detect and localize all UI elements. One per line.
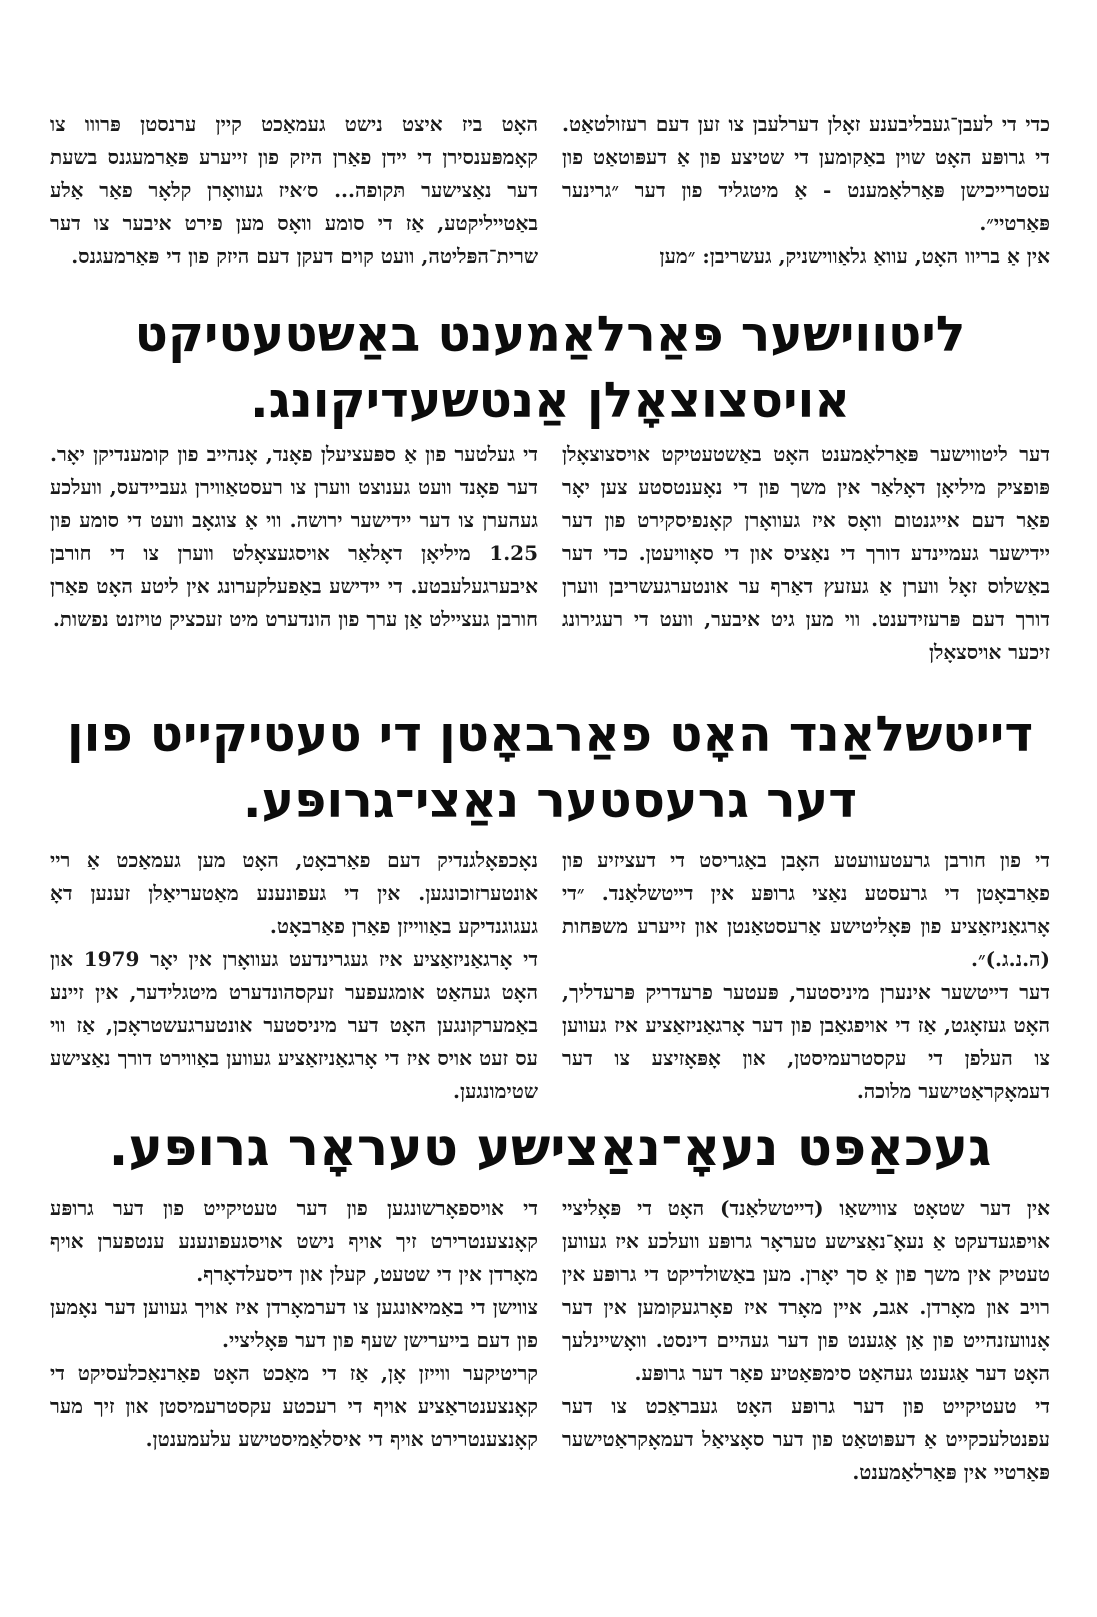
- paragraph: די אויספאָרשונגען פון דער טעטיקייט פון דער גרופּע קאָנצענטרירט זיך אויף נישט אויסגעפונענע ענטפערן אויף מאָרדן אין די שטעט, קעלן און דיסעלדאָרף.: [50, 1196, 538, 1286]
- headline-neo-nazi-group: געכאַפּט נעאָ־נאַצישע טעראָר גרופּע.: [108, 1118, 992, 1178]
- paragraph: כדי די לעבן־געבליבענע זאָלן דערלעבן צו זען דעם רעזולטאַט. די גרופּע האָט שוין באַקומען די שטיצע פון אַ דעפּוטאַט פון עסטרייכישן פּאַרלאַמענט - אַ מיטגליד פון דער ״גרינער פּאַרטיי״.: [562, 112, 1050, 235]
- paragraph: דער ליטווישער פּאַרלאַמענט האָט באַשטעטיקט אויסצוצאָלן פּופציק מיליאָן דאָלאַר אין משך פון די נאָענטסטע צען יאָר פאַר דעם אייגנטום וואָס איז געוואָרן קאָנפיסקירט פון דער יידישער געמיינדע דורך די נאַציס און די סאָוויעטן. כדי דער באַשלוס זאָל ווערן אַ געזעץ דאַרף ער אונטערגעשריבן ווערן דורך דעם פּרעזידענט. ווי מען גיט איבער, וועט די רעגירונג זיכער אויסצאָלן: [562, 442, 1050, 664]
- paragraph: האָט ביז איצט נישט געמאַכט קיין ערנסטן פּרווו צו קאָמפּענסירן די יידן פאַרן היזק פון זייערע פּאַרמעגנס בשעת דער נאַצישער תּקופה... ס׳איז געוואָרן קלאָר פאַר אַלע באַטייליקטע, אַז די סומע וואָס מען פירט איבער צו דער שרית־הפּליטה, וועט קוים דעקן דעם היזק פון די פּאַרמעגנס.: [50, 112, 538, 268]
- paragraph: נאָכפאָלגנדיק דעם פאַרבאָט, האָט מען געמאַכט אַ ריי אונטערזוכונגען. אין די געפונענע מאַטעריאַלן זענען דאָ געגוגנדיקע באַווייזן פאַרן פאַרבאָט.: [50, 848, 538, 938]
- column-left: [50, 108, 538, 273]
- column-left: [50, 438, 538, 669]
- article-germany-ban: [50, 844, 1050, 1108]
- paragraph: אין דער שטאָט צווישאַו (דייטשלאַנד) האָט די פּאָליציי אויפגעדעקט אַ נעאָ־נאַצישע טעראָר גרופּע וועלכע איז געווען טעטיק אין משך פון אַ סך יאָרן. מען באַשולדיקט די גרופּע אין רויב און מאָרדן. אגב, איין מאָרד איז פאָרגעקומען אין דער אָנוועזנהייט פון אַן אַגענט פון דער געהיים דינסט. וואָשיינלעך האָט דער אַגענט געהאַט סימפּאַטיע פאַר דער גרופּע.: [562, 1196, 1050, 1385]
- paragraph: דער דייטשער אינערן מיניסטער, פּעטער פרעדריק פּרעדליך, האָט געזאָגט, אַז די אויפגאַבן פון דער אָרגאַניזאַציע איז געווען צו העלפן די עקסטרעמיסטן, און אָפּאָזיצע צו דער דעמאָקראַטישער מלוכה.: [562, 980, 1050, 1103]
- column-left: [50, 1192, 538, 1489]
- article-continuation: [50, 108, 1050, 273]
- paragraph: די געלטער פון אַ ספּעציעלן פאָנד, אָנהייב פון קומענדיקן יאָר. דער פאָנד וועט גענוצט ווערן צו רעסטאַווירן געביידעס, וועלכע געהערן צו דער יידישער ירושה. ווי אַ צוגאָב וועט די סומע פון 1.25 מיליאָן דאָלאַר אויסגעצאָלט ווערן צו די חורבן איבערגעלעבטע. די יידישע באַפעלקערונג אין ליטע האָט פאַרן חורבן געציילט אַן ערך פון הונדערט מיט זעכציק טויזנט נפשות.: [50, 442, 538, 631]
- paragraph: אין אַ בריוו האָט, עוואַ גלאַווישניק, געשריבן: ״מען: [659, 244, 1050, 268]
- column-right: [562, 108, 1050, 273]
- paragraph: קריטיקער ווייזן אָן, אַז די מאַכט האָט פאַרנאַכלעסיקט די קאָנצענטראַציע אויף די רעכטע עקסטרעמיסטן און זיך מער קאָנצענטרירט אויף די איסלאַמיסטישע עלעמענטן.: [50, 1361, 538, 1451]
- article-lithuania: [50, 438, 1050, 669]
- paragraph: די פון חורבן גרעטעוועטע האָבן באַגריסט די דעציזיע פון פאַרבאָטן די גרעסטע נאַצי גרופּע אין דייטשלאַנד. ״די אָרגאַניזאַציע פון פּאָליטישע אַרעסטאַנטן און זייערע משפּחות (ה.נ.ג.)״.: [562, 848, 1050, 971]
- headline-germany-ban: דייטשלאַנד האָט פאַרבאָטן די טעטיקייט פון דער גרעסטער נאַצי־גרופּע.: [66, 706, 1034, 829]
- column-left: [50, 844, 538, 1108]
- paragraph: די טעטיקייט פון דער גרופּע האָט געבראַכט צו דער עפנטלעכקייט אַ דעפּוטאַט פון דער סאָציאַל דעמאָקראַטישער פּאַרטיי אין פּאַרלאַמענט.: [562, 1394, 1050, 1484]
- paragraph: די אָרגאַניזאַציע איז געגרינדעט געוואָרן אין יאָר 1979 און האָט געהאַט אומגעפער זעקסהונדערט מיטגלידער, אין זיינע באַמערקונגען האָט דער מיניסטער אונטערגעשטראָכן, אַז ווי עס זעט אויס איז די אָרגאַניזאַציע געווען באַווירט דורך נאַצישע שטימונגען.: [50, 947, 538, 1103]
- paragraph: צווישן די באַמיאונגען צו דערמאָרדן איז אויך געווען דער נאָמען פון דעם בייערישן שעף פון דער פּאָליציי.: [50, 1295, 538, 1352]
- column-right: [562, 438, 1050, 669]
- column-right: [562, 844, 1050, 1108]
- headline-lithuania: ליטווישער פּאַרלאַמענט באַשטעטיקט אויסצוצאָלן אַנטשעדיקונג.: [134, 306, 966, 429]
- article-neo-nazi-group: [50, 1192, 1050, 1489]
- column-right: [562, 1192, 1050, 1489]
